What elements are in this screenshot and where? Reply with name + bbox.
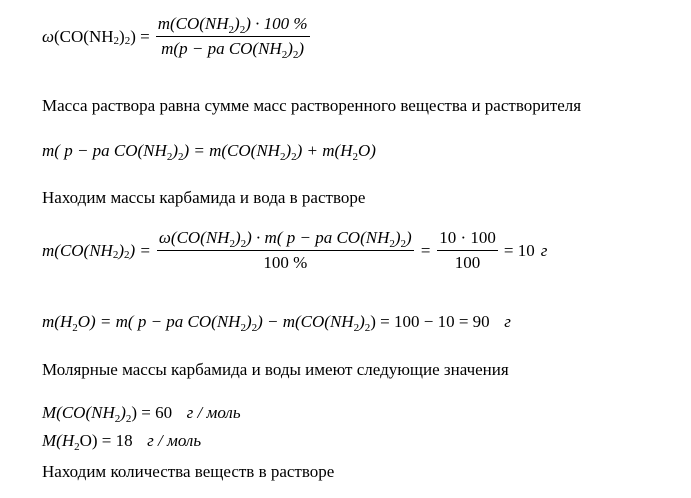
fraction-denominator: 100 xyxy=(454,253,481,272)
fraction-numerator: $m(CO(NH_2)_2) \cdot 100$ % xyxy=(157,14,308,36)
equation-molar-mass-urea: $M(CO(NH_2)_2) = 60$ г / моль xyxy=(42,403,241,425)
equation-mass-fraction: ω (CO(NH 2 ) 2 ) = $\frac{m(CO(NH_2)_2) \cdot 100 \%}{m(p - pa CO(NH_2)_2)}$ xyxy=(42,14,308,61)
equation-solution-mass-sum: m( p − pa $CO(NH_2)_2) = m(CO(NH_2)_2) + m(H_2O)$ xyxy=(42,141,376,163)
fraction-mass-fraction xyxy=(156,14,310,59)
unit-gram: г xyxy=(504,312,511,331)
fraction-numerator: 10 · 100 xyxy=(437,228,498,251)
omega-symbol: ω xyxy=(42,26,55,46)
unit-gram-per-mol: г / моль xyxy=(186,403,241,422)
fraction-urea-mass xyxy=(157,228,414,273)
unit-gram: г xyxy=(540,240,548,260)
fraction-denominator: m(p − pa $CO(NH_2)_2$) xyxy=(161,39,305,61)
fraction-denominator: 100 % xyxy=(263,253,308,272)
paragraph-solution-mass: Масса раствора равна сумме масс растворенного вещества и растворителя xyxy=(42,96,582,115)
paragraph-find-amounts: Находим количества веществ в растворе xyxy=(42,462,335,481)
paragraph-find-masses: Находим массы карбамида и вода в растворе xyxy=(42,188,366,207)
equation-water-mass: $m(H_2O) = m$( p − pa $CO(NH_2)_2) - m(CO(NH_2)_2) = 100 - 10 = 90$ г xyxy=(42,312,511,334)
equation-molar-mass-water: $M(H_2O) = 18$ г / моль xyxy=(42,431,202,453)
paragraph-molar-masses: Молярные массы карбамида и воды имеют следующие значения xyxy=(42,360,509,379)
fraction-numeric xyxy=(437,228,498,273)
fraction-numerator: $\omega(CO(NH_2)_2) \cdot m$( p − pa $CO(NH_2)_2$) xyxy=(158,228,412,250)
unit-gram-per-mol: г / моль xyxy=(147,431,202,450)
equation-urea-mass: m(CO(NH 2 ) 2 ) = $\frac{\omega(CO(NH_2)_2) \cdot m( p - pa CO(NH_2)_2)}{100 \%}$ = $\frac{10 \cdot 100}{100}$ = 10 г xyxy=(42,228,548,272)
